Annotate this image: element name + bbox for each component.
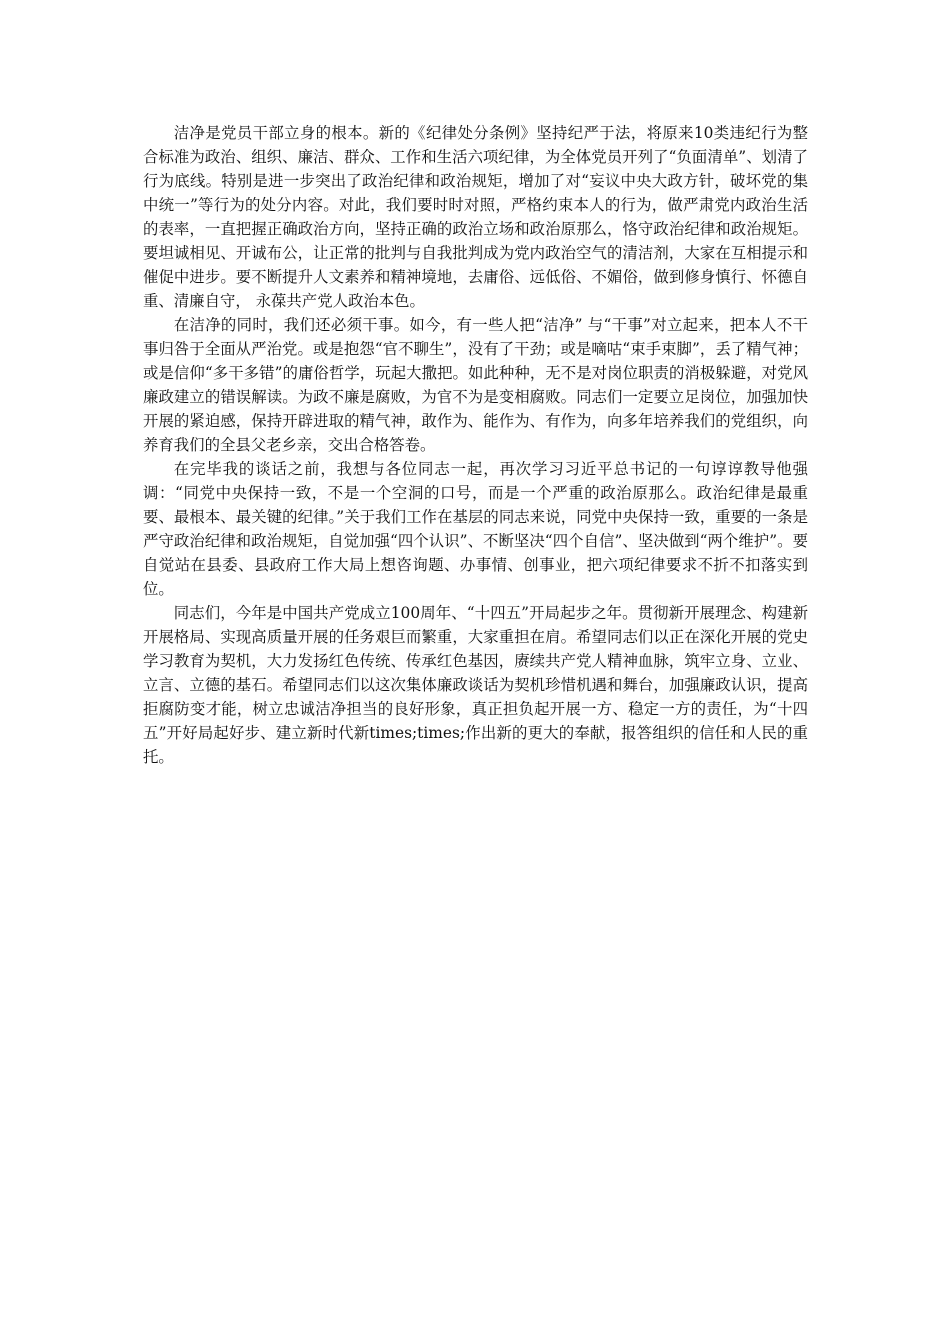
paragraph-closing-hopes: 同志们，今年是中国共产党成立100周年、“十四五”开局起步之年。贯彻新开展理念、构建新开展格局、实现高质量开展的任务艰巨而繁重，大家重担在肩。希望同志们以正在深化开展的党史学习教育为契机，大力发扬红色传统、传承红色基因，赓续共产党人精神血脉，筑牢立身、立业、立言、立德的基石。希望同志们以这次集体廉政谈话为契机珍惜机遇和舞台，加强廉政认识，提高拒腐防变才能，树立忠诚洁净担当的良好形象，真正担负起开展一方、稳定一方的责任，为“十四五”开好局起好步、建立新时代新times;times;作出新的更大的奉献，报答组织的信任和人民的重托。 (143, 604, 808, 766)
paragraph-political-alignment: 在完毕我的谈话之前，我想与各位同志一起，再次学习习近平总书记的一句谆谆教导他强调：“同党中央保持一致，不是一个空洞的口号，而是一个严重的政治原那么。政治纪律是最重要、最根本、最关键的纪律。”关于我们工作在基层的同志来说，同党中央保持一致，重要的一条是严守政治纪律和政治规矩，自觉加强“四个认识”、不断坚决“四个自信”、坚决做到“两个维护”。要自觉站在县委、县政府工作大局上想咨询题、办事情、创事业，把六项纪律要求不折不扣落实到位。 (143, 460, 808, 598)
document-body (143, 121, 808, 769)
paragraph-get-things-done: 在洁净的同时，我们还必须干事。如今，有一些人把“洁净” 与“干事”对立起来，把本人不干事归咎于全面从严治党。或是抱怨“官不聊生”，没有了干劲；或是嘀咕“束手束脚”，丢了精气神；或是信仰“多干多错”的庸俗哲学，玩起大撒把。如此种种，无不是对岗位职责的消极躲避，对党风廉政建立的错误解读。为政不廉是腐败，为官不为是变相腐败。同志们一定要立足岗位，加强加快开展的紧迫感，保持开辟进取的精气神，敢作为、能作为、有作为，向多年培养我们的党组织，向养育我们的全县父老乡亲，交出合格答卷。 (143, 316, 808, 454)
paragraph-discipline: 洁净是党员干部立身的根本。新的《纪律处分条例》坚持纪严于法，将原来10类违纪行为整合标准为政治、组织、廉洁、群众、工作和生活六项纪律，为全体党员开列了“负面清单”、划清了行为底线。特别是进一步突出了政治纪律和政治规矩，增加了对“妄议中央大政方针，破坏党的集中统一”等行为的处分内容。对此，我们要时时对照，严格约束本人的行为，做严肃党内政治生活的表率，一直把握正确政治方向，坚持正确的政治立场和政治原那么，恪守政治纪律和政治规矩。要坦诚相见、开诚布公，让正常的批判与自我批判成为党内政治空气的清洁剂，大家在互相提示和催促中进步。要不断提升人文素养和精神境地，去庸俗、远低俗、不媚俗，做到修身慎行、怀德自重、清廉自守， 永葆共产党人政治本色。 (143, 124, 808, 310)
